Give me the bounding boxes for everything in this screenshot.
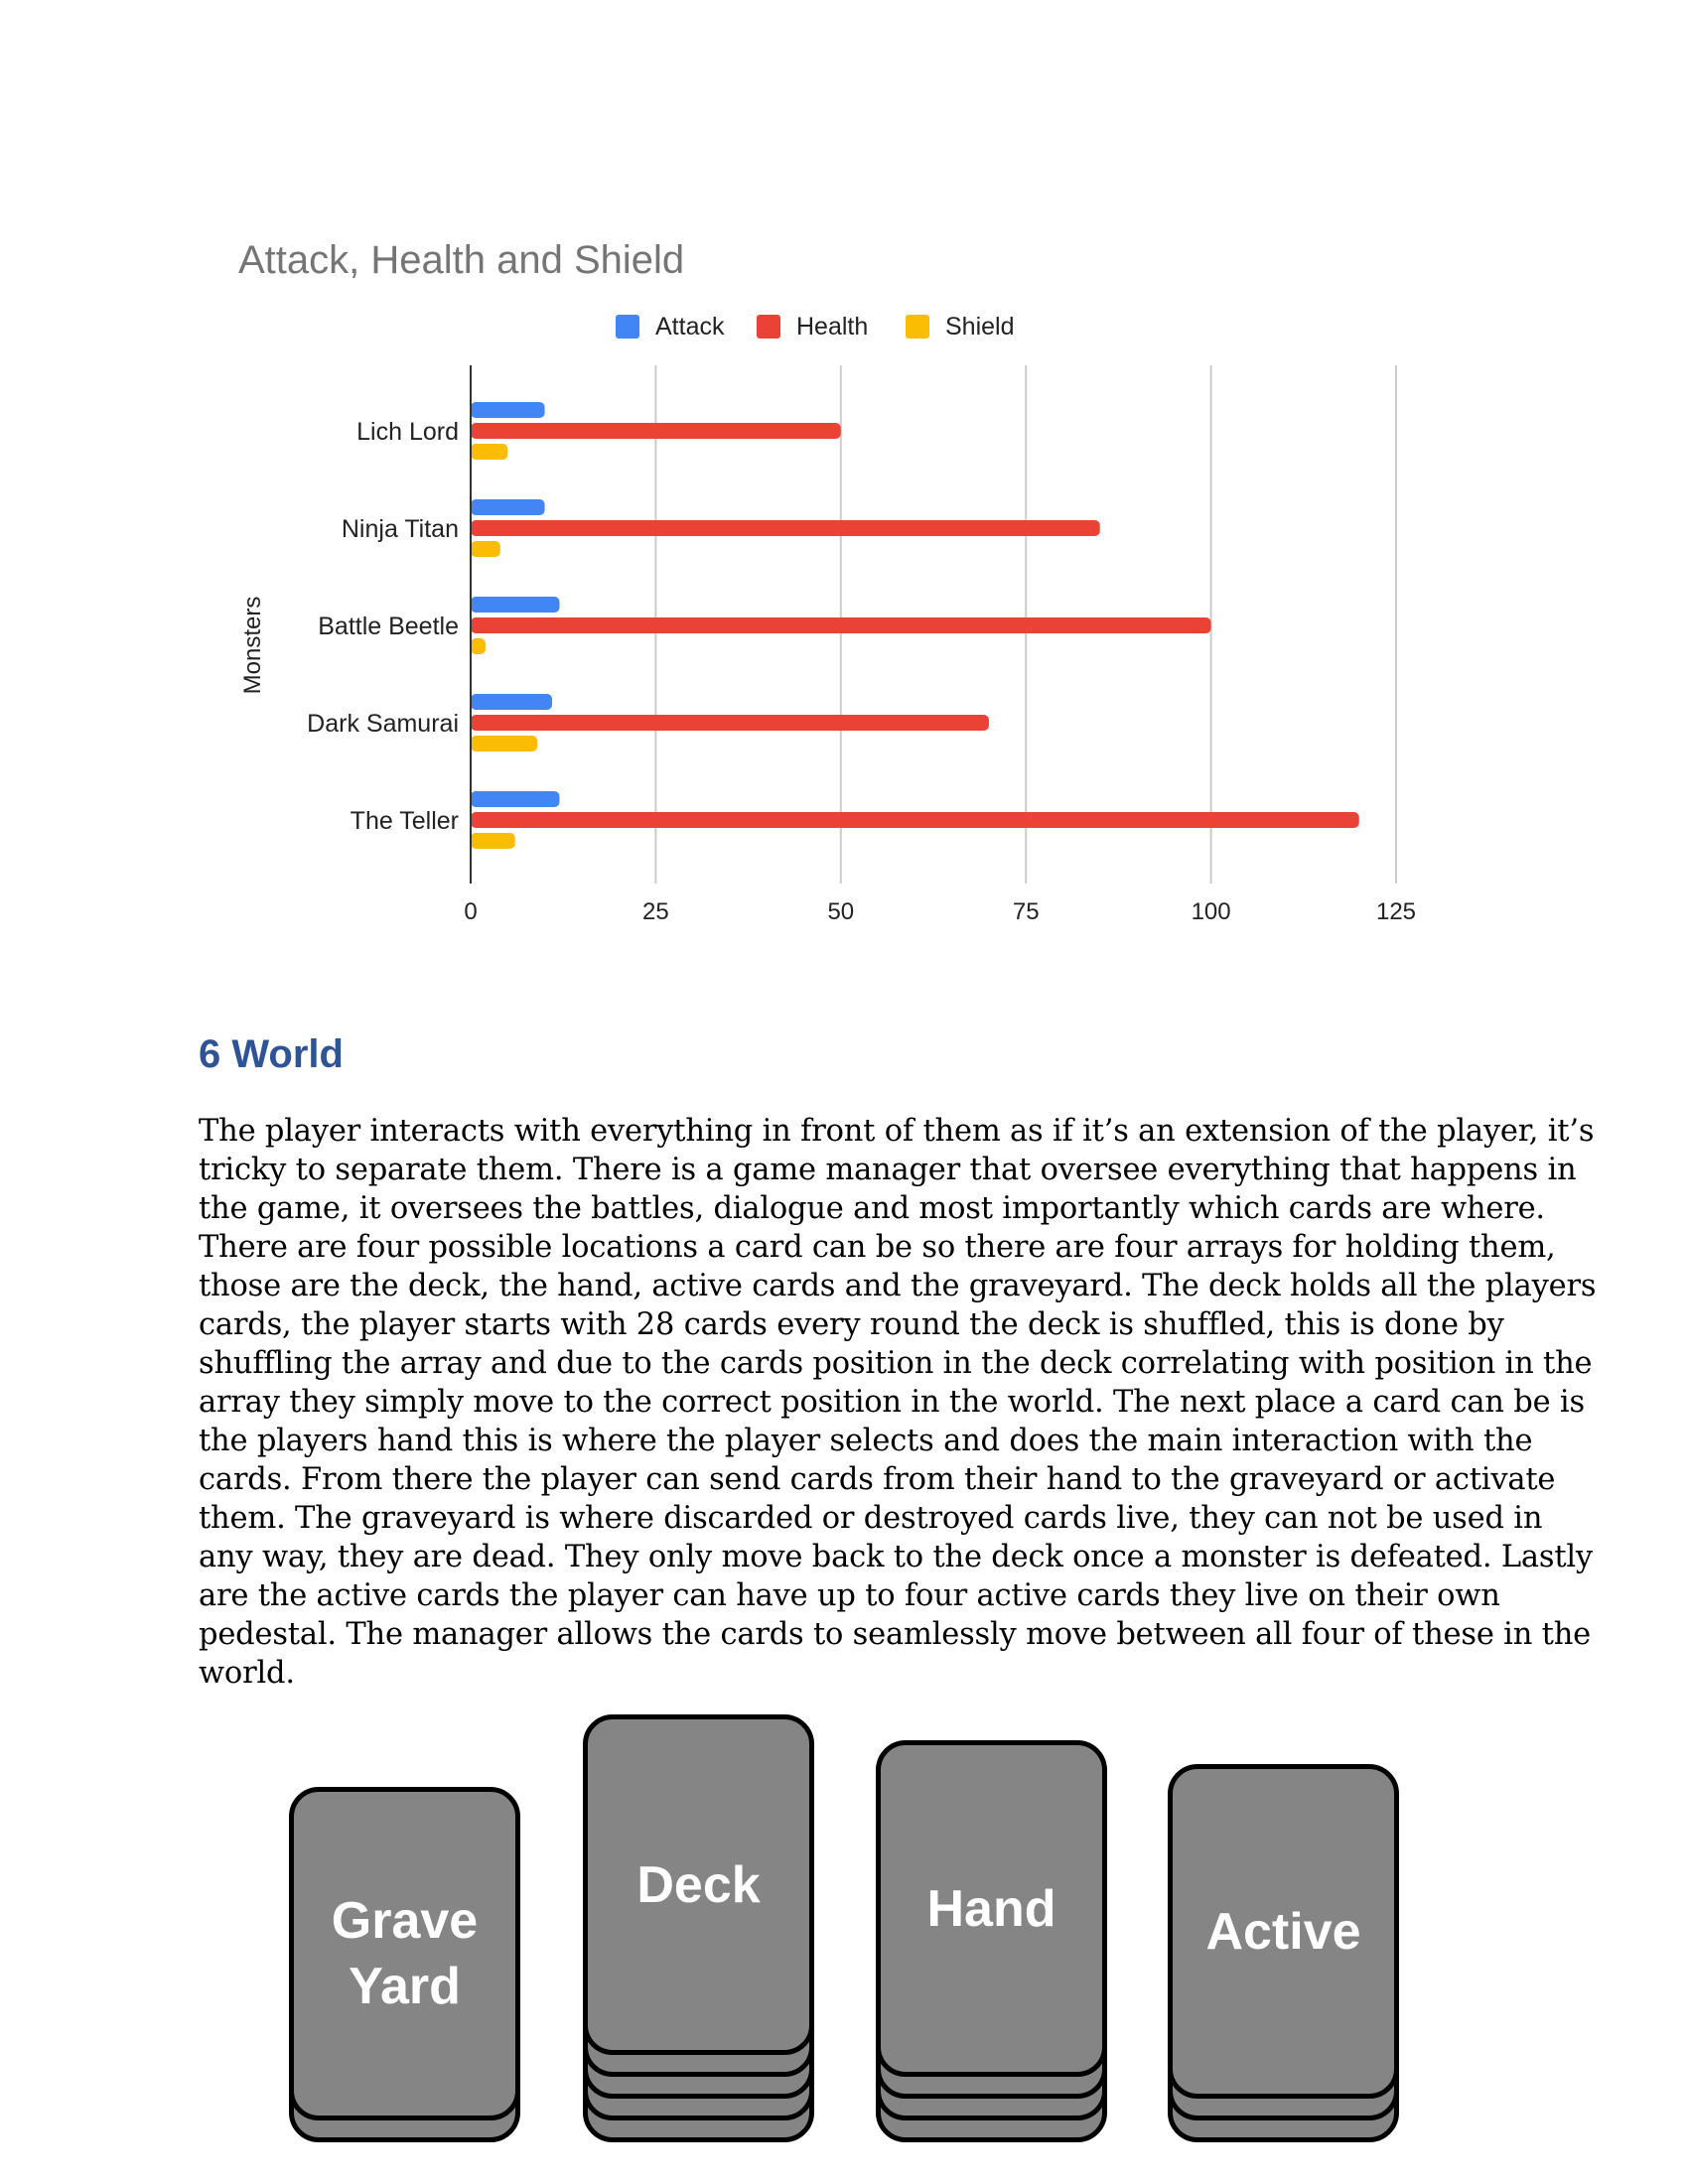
legend-label-attack: Attack <box>655 313 725 341</box>
x-tick-label: 100 <box>1191 898 1231 925</box>
paragraph-line: the game, it oversees the battles, dialogue and most importantly which cards are where. <box>199 1191 1545 1226</box>
bar-health-ninja-titan <box>471 520 1100 536</box>
graveyard-label-line1: Grave <box>331 1892 479 1950</box>
y-category-label: The Teller <box>350 807 459 835</box>
x-tick-label: 0 <box>464 898 478 925</box>
hand-pile-label <box>927 1876 1056 1942</box>
bar-attack-lich-lord <box>471 402 545 418</box>
paragraph-line: any way, they are dead. They only move back to the deck once a monster is defeated. Lastly <box>199 1540 1593 1574</box>
y-category-label: Lich Lord <box>356 418 459 446</box>
paragraph-line: them. The graveyard is where discarded or destroyed cards live, they can not be used in <box>199 1501 1543 1536</box>
y-axis-categories <box>307 418 459 835</box>
chart-bars <box>471 402 1359 849</box>
graveyard-pile-card <box>289 1787 520 2120</box>
legend-label-shield: Shield <box>945 313 1015 341</box>
legend-swatch-health <box>757 315 780 339</box>
x-tick-label: 125 <box>1375 898 1417 925</box>
legend-label-health: Health <box>796 313 869 341</box>
bar-attack-the-teller <box>471 791 559 807</box>
hand-pile-card <box>876 1740 1107 2077</box>
bar-shield-dark-samurai <box>471 736 537 751</box>
graveyard-label-line2: Yard <box>349 1958 461 2015</box>
y-axis-label: Monsters <box>239 596 266 695</box>
section-paragraph <box>199 1112 1597 1693</box>
chart-legend <box>616 313 1015 341</box>
bar-shield-the-teller <box>471 833 515 849</box>
paragraph-line: There are four possible locations a card can be so there are four arrays for holding them, <box>199 1230 1556 1265</box>
active-label-line1: Active <box>1205 1902 1361 1961</box>
bar-attack-dark-samurai <box>471 694 552 710</box>
bar-attack-ninja-titan <box>471 499 545 515</box>
paragraph-line: cards. From there the player can send cards from their hand to the graveyard or activate <box>199 1462 1556 1497</box>
bar-shield-battle-beetle <box>471 638 486 654</box>
x-tick-label: 75 <box>1012 898 1040 925</box>
x-axis-ticks <box>464 898 1416 925</box>
section-heading: 6 World <box>199 1032 344 1076</box>
bar-health-dark-samurai <box>471 715 989 731</box>
graveyard-pile-label <box>332 1888 478 2019</box>
y-category-label: Ninja Titan <box>341 515 459 543</box>
paragraph-line: The player interacts with everything in front of them as if it’s an extension of the player, it’s <box>199 1114 1595 1149</box>
legend-swatch-attack <box>616 315 639 339</box>
bar-shield-ninja-titan <box>471 541 500 557</box>
paragraph-line: tricky to separate them. There is a game manager that oversee everything that happens in <box>199 1153 1577 1187</box>
active-pile-card <box>1168 1764 1399 2099</box>
hand-label-line1: Hand <box>926 1879 1056 1938</box>
y-category-label: Battle Beetle <box>318 613 459 640</box>
paragraph-line: the players hand this is where the player selects and does the main interaction with the <box>199 1424 1533 1458</box>
legend-swatch-shield <box>906 315 929 339</box>
active-pile-label <box>1205 1899 1360 1965</box>
deck-label-line1: Deck <box>636 1855 761 1914</box>
paragraph-line: array they simply move to the correct position in the world. The next place a card can be is <box>199 1385 1585 1420</box>
x-tick-label: 50 <box>827 898 855 925</box>
bar-attack-battle-beetle <box>471 597 559 613</box>
paragraph-line: shuffling the array and due to the cards position in the deck correlating with position in the <box>199 1346 1593 1381</box>
deck-pile-label <box>636 1852 760 1918</box>
deck-pile-card <box>583 1714 814 2055</box>
paragraph-line: world. <box>199 1656 295 1691</box>
bar-health-battle-beetle <box>471 617 1211 633</box>
bar-health-lich-lord <box>471 423 841 439</box>
bar-shield-lich-lord <box>471 444 507 460</box>
paragraph-line: are the active cards the player can have up to four active cards they live on their own <box>199 1578 1500 1613</box>
y-category-label: Dark Samurai <box>307 710 459 738</box>
attack-health-shield-chart <box>0 0 1688 993</box>
paragraph-line: cards, the player starts with 28 cards every round the deck is shuffled, this is done by <box>199 1307 1504 1342</box>
chart-title: Attack, Health and Shield <box>238 238 685 282</box>
bar-health-the-teller <box>471 812 1359 828</box>
x-tick-label: 25 <box>642 898 669 925</box>
paragraph-line: pedestal. The manager allows the cards to seamlessly move between all four of these in the <box>199 1617 1592 1652</box>
paragraph-line: those are the deck, the hand, active cards and the graveyard. The deck holds all the players <box>199 1269 1597 1303</box>
